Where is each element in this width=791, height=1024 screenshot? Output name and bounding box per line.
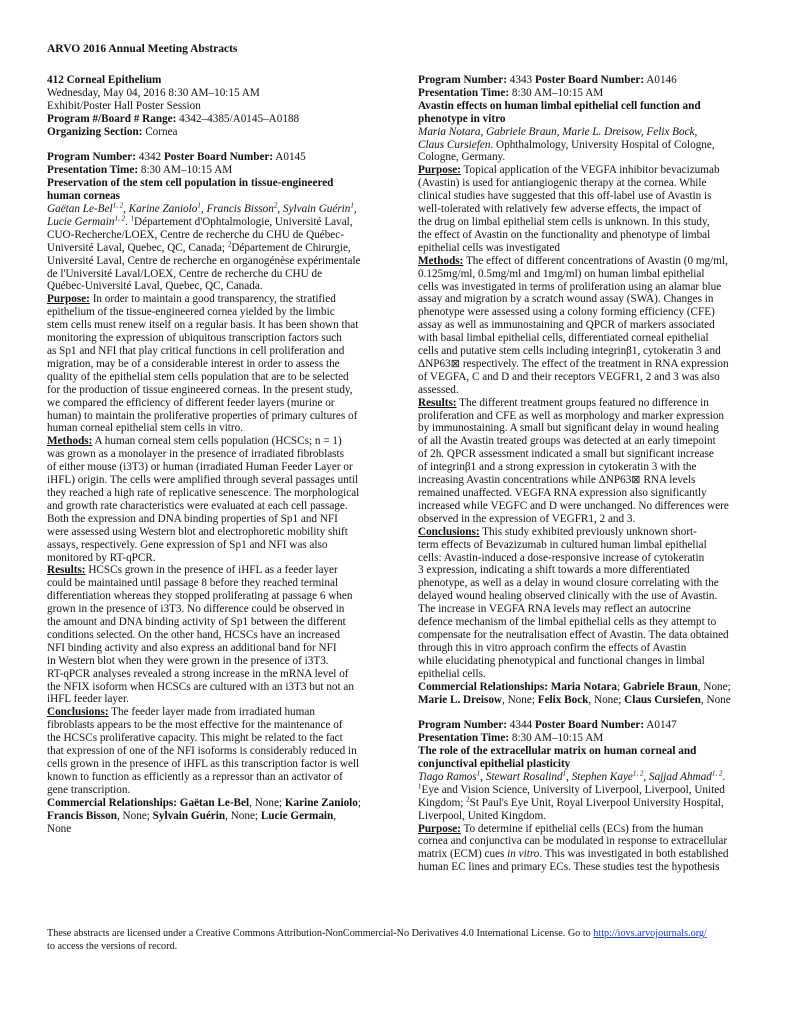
poster-board-label: Poster Board Number:: [534, 719, 645, 732]
text: The effect of different concentrations of Avastin (0 mg/ml,: [463, 254, 728, 267]
name: Gabriele Braun: [622, 680, 698, 693]
results-line: by immunostaining. A small but significant delay in wound healing: [418, 422, 719, 435]
range-label: Program #/Board # Range:: [47, 112, 177, 125]
results-line: the NFIX isoform when HCSCs are cultured with an i3T3 but not an: [47, 680, 354, 693]
license-text: to access the versions of record.: [47, 940, 178, 952]
methods-line: [47, 435, 392, 448]
purpose-line: human EC lines and primary ECs. These studies test the hypothesis: [418, 861, 720, 874]
results-line: iHFL feeder layer.: [47, 693, 129, 706]
affiliation-line: Liverpool, United Kingdom.: [418, 809, 547, 822]
presentation-time-label: Presentation Time:: [418, 732, 510, 745]
methods-line: cells and putative stem cells including integrinβ1, cytokeratin 3 and: [418, 345, 721, 358]
license-text: These abstracts are licensed under a Creative Commons Attribution-NonCommercial-No Derivatives 4.0 International License. Go to: [47, 928, 594, 939]
presentation-time: 8:30 AM–10:15 AM: [509, 732, 604, 745]
methods-line: phenotype were assessed using a colony forming efficiency (CFE): [418, 306, 715, 319]
aff-sup: 2: [466, 795, 470, 803]
author: , Stewart Rosalind: [480, 770, 563, 783]
methods-line: with basal limbal epithelial cells, differentiated corneal epithelial: [418, 332, 709, 345]
commercial-line: [418, 681, 763, 694]
results-line: conditions selected. On the other hand, HCSCs have an increased: [47, 628, 340, 641]
purpose-line: epithelium of the tissue-engineered cornea yielded by the limbic: [47, 306, 335, 319]
presentation-time: 8:30 AM–10:15 AM: [138, 164, 233, 177]
value: , None;: [116, 809, 153, 822]
session-title: 412 Corneal Epithelium: [47, 74, 162, 86]
purpose-line: cornea and conjunctiva can be modulated in response to extracellular: [418, 835, 728, 848]
session-location: Exhibit/Poster Hall Poster Session: [47, 99, 201, 112]
methods-line: were assessed using Western blot and electrophoretic mobility shift: [47, 525, 348, 538]
commercial-line: [47, 810, 392, 823]
affiliation-line: Université Laval, Centre de recherche en organogénèse expérimentale: [47, 254, 361, 267]
commercial-line: [47, 797, 392, 810]
commercial-heading: Commercial Relationships:: [47, 796, 177, 809]
name: Felix Bock: [537, 693, 589, 706]
methods-line: [418, 255, 763, 268]
name: Lucie Germain: [260, 809, 334, 822]
methods-heading: Methods:: [418, 254, 464, 267]
conclusions-line: [47, 706, 392, 719]
purpose-line: we compared the efficiency of different feeder layers (murine or: [47, 396, 335, 409]
conclusions-line: term effects of Bevazizumab in cultured human limbal epithelial: [418, 538, 707, 551]
methods-line: ΔNP63⊠ respectively. The effect of the treatment in RNA expression: [418, 357, 729, 370]
results-line: increased while VEGFC and D were unchanged. No differences were: [418, 499, 729, 512]
value: , None: [700, 693, 731, 706]
left-column: [47, 74, 392, 835]
commercial-heading: Commercial Relationships:: [418, 680, 548, 693]
text: The different treatment groups featured no difference in: [456, 396, 709, 409]
value: , None;: [502, 693, 538, 706]
purpose-heading: Purpose:: [418, 164, 461, 177]
name: Karine Zaniolo: [284, 796, 358, 809]
text: A human corneal stem cells population (HCSCs; n = 1): [92, 435, 342, 448]
affiliation: Kingdom;: [418, 796, 467, 809]
abstract-4343-title-line: Avastin effects on human limbal epithelial cell function and: [418, 99, 701, 112]
abstract-4342-program: [47, 151, 392, 164]
program-number-label: Program Number:: [418, 719, 507, 732]
conclusions-line: while elucidating phenotypical and functional changes in limbal: [418, 654, 705, 667]
author: , Francis Bisson: [200, 203, 274, 216]
conclusions-line: compensate for the neutralisation effect of Avastin. The data obtained: [418, 628, 729, 641]
aff-sup: 1: [418, 782, 422, 791]
author-sep: .: [124, 215, 131, 228]
value: ;: [616, 680, 623, 693]
conclusions-line: the HCSCs proliferative capacity. This might be related to the fact: [47, 732, 343, 745]
purpose-heading: Purpose:: [47, 293, 90, 306]
abstract-4343-authors-2: [418, 139, 763, 152]
author: Gaëtan Le-Bel: [47, 203, 113, 216]
author: , Sylvain Guérin: [277, 203, 351, 216]
author: Lucie Germain: [47, 215, 115, 228]
aff-sup: 1: [130, 214, 135, 223]
conclusions-line: known to function as efficiently as a repressor than an activator of: [47, 770, 343, 783]
poster-board-label: Poster Board Number:: [163, 151, 274, 164]
conclusions-heading: Conclusions:: [47, 706, 109, 719]
affiliation: St Paul's Eye Unit, Royal Liverpool University Hospital,: [469, 796, 724, 809]
affiliation: Eye and Vision Science, University of Liverpool, Liverpool, United: [421, 783, 725, 796]
text-italic: in vitro: [507, 848, 540, 861]
methods-line: was grown as a monolayer in the presence of irradiated fibroblasts: [47, 448, 344, 461]
affiliation-line: Cologne, Germany.: [418, 151, 506, 164]
results-line: proliferation and CFE as well as morphology and marker expression: [418, 409, 725, 422]
text: In order to maintain a good transparency, the stratified: [89, 293, 336, 306]
conclusions-line: gene transcription.: [47, 783, 131, 796]
name: Gaëtan Le-Bel: [177, 796, 250, 809]
purpose-line: for the production of tissue engineered corneas. In the present study,: [47, 383, 353, 396]
purpose-line: epithelial cells was investigated: [418, 241, 560, 254]
program-number-label: Program Number:: [418, 74, 507, 86]
author: , Stephen Kaye: [566, 770, 633, 783]
results-line: of integrinβ1 and a strong expression in cytokeratin 3 with the: [418, 461, 697, 474]
commercial-line: [418, 694, 763, 707]
author-sup: 1, 2: [114, 214, 125, 223]
methods-line: of VEGFA, C and D and their receptors VEGFR1, 2 and 3 was also: [418, 370, 720, 383]
affiliation: Département de Chirurgie,: [231, 241, 351, 254]
purpose-line: [418, 823, 763, 836]
value: , None;: [225, 809, 261, 822]
value: , None;: [249, 796, 285, 809]
methods-line: they reached a high rate of replicative senescence. The morphological: [47, 486, 360, 499]
conclusions-line: through this in vitro approach confirm the effects of Avastin: [418, 641, 687, 654]
author: , Sajjad Ahmad: [643, 770, 712, 783]
abstract-4342-title-line: Preservation of the stem cell population in tissue-engineered: [47, 177, 334, 190]
session-datetime: Wednesday, May 04, 2016 8:30 AM–10:15 AM: [47, 86, 260, 99]
purpose-line: [47, 293, 392, 306]
methods-line: monitored by RT-qPCR.: [47, 551, 156, 564]
abstract-4344-time: [418, 732, 763, 745]
author-sup: 1: [197, 201, 201, 210]
author-sup: 2: [273, 201, 278, 210]
presentation-time-label: Presentation Time:: [47, 164, 139, 177]
author-sup: 1, 2: [711, 769, 723, 778]
abstract-4343-program: [418, 74, 763, 87]
methods-heading: Methods:: [47, 435, 93, 448]
affiliation-line: [47, 242, 392, 255]
text: . This was investigated in both established: [539, 848, 729, 861]
conclusions-line: fibroblasts appears to be the most effective for the maintenance of: [47, 719, 343, 732]
abstract-4344-program: [418, 719, 763, 732]
results-line: [418, 397, 763, 410]
results-line: increasing Avastin concentrations while ΔNP63⊠ RNA levels: [418, 474, 696, 487]
purpose-line: human) to maintain the proliferative properties of primary cultures of: [47, 409, 358, 422]
name: Maria Notara: [548, 680, 617, 693]
purpose-line: the effect of Avastin on the functionality and phenotype of limbal: [418, 228, 711, 241]
conclusions-line: [418, 526, 763, 539]
author: , Karine Zaniolo: [123, 203, 198, 216]
presentation-time: 8:30 AM–10:15 AM: [509, 86, 604, 99]
abstract-4342-title-line: human corneas: [47, 190, 121, 203]
value: ,: [333, 809, 337, 822]
right-column: [418, 74, 763, 874]
poster-board-label: Poster Board Number:: [534, 74, 645, 86]
name: Marie L. Dreisow: [418, 693, 502, 706]
methods-line: assessed.: [418, 383, 459, 396]
abstract-4344-title-line: conjunctival epithelial plasticity: [418, 758, 571, 771]
results-line: NFI binding activity and also express an additional band for NFI: [47, 641, 337, 654]
abstract-4342-time: [47, 164, 392, 177]
author: Tiago Ramos: [418, 770, 477, 783]
conclusions-line: that expression of one of the NFI isoforms is considerably reduced in: [47, 745, 357, 758]
methods-line: cells was investigated in terms of proliferation using an alamar blue: [418, 280, 722, 293]
value: , None;: [588, 693, 625, 706]
methods-line: iHFL) origin. The cells were amplified through several passages until: [47, 474, 359, 487]
page-header: ARVO 2016 Annual Meeting Abstracts: [47, 43, 238, 55]
author-sep: .: [722, 770, 726, 783]
conclusions-line: cells: Avastin-induced a dose-responsive increase of cytokeratin: [418, 551, 705, 564]
affiliation: Université Laval, Quebec, QC, Canada;: [47, 241, 228, 254]
purpose-line: clinical studies have suggested that this off-label use of Avastin is: [418, 190, 712, 203]
value: , None;: [697, 680, 731, 693]
methods-line: of either mouse (i3T3) or human (irradiated Human Feeder Layer or: [47, 461, 353, 474]
purpose-line: stem cells must renew itself on a regular basis. It has been shown that: [47, 319, 359, 332]
methods-line: assays, respectively. Gene expression of Sp1 and NFI was also: [47, 538, 328, 551]
purpose-line: as Sp1 and NFI that play critical functions in cell proliferation and: [47, 345, 345, 358]
affiliation: . Ophthalmology, University Hospital of Cologne,: [490, 138, 715, 151]
results-line: grown in the presence of i3T3. No difference could be observed in: [47, 603, 345, 616]
purpose-line: [418, 164, 763, 177]
program-number: 4342: [135, 151, 164, 164]
methods-line: 0.125mg/ml, 0.5mg/ml and 1mg/ml) on human limbal epithelial: [418, 267, 705, 280]
abstract-4343-time: [418, 87, 763, 100]
affiliation-line: [418, 797, 763, 810]
poster-board-number: A0145: [273, 151, 306, 164]
abstract-4343-title-line: phenotype in vitro: [418, 112, 506, 125]
author: ,: [353, 203, 357, 216]
name: Claus Cursiefen: [624, 693, 701, 706]
program-number: 4343: [506, 74, 535, 86]
author-sup: 1: [476, 769, 481, 778]
results-line: [47, 564, 392, 577]
results-heading: Results:: [47, 564, 86, 577]
conclusions-line: delayed wound healing observed clinically with the use of Avastin.: [418, 590, 718, 603]
results-line: differentiation whereas they stopped proliferating at passage 6 when: [47, 590, 353, 603]
methods-line: Both the expression and DNA binding properties of Sp1 and NFI: [47, 512, 338, 525]
results-line: of 2h. QPCR assessment indicated a small but significant increase: [418, 448, 714, 461]
conclusions-line: cells grown in the presence of iHFL as this transcription factor is well: [47, 758, 360, 771]
text: This study exhibited previously unknown short-: [479, 525, 697, 538]
abstract-4344-authors: [418, 771, 763, 784]
results-line: observed in the expression of VEGFR1, 2 and 3.: [418, 512, 636, 525]
affiliation-line: de l'Université Laval/LOEX, Centre de recherche du CHU de: [47, 267, 323, 280]
aff-sup: 2: [227, 240, 232, 249]
presentation-time-label: Presentation Time:: [418, 86, 510, 99]
results-heading: Results:: [418, 396, 457, 409]
methods-line: assay as well as immunostaining and QPCR of markers associated: [418, 319, 715, 332]
conclusions-line: epithelial cells.: [418, 667, 486, 680]
conclusions-heading: Conclusions:: [418, 525, 480, 538]
conclusions-line: The increase in VEGFA RNA levels may reflect an autocrine: [418, 603, 691, 616]
name: Sylvain Guérin: [152, 809, 226, 822]
purpose-line: [418, 848, 763, 861]
license-footer: [47, 928, 747, 953]
results-line: RT-qPCR analyses revealed a strong increase in the mRNA level of: [47, 667, 349, 680]
author: Claus Cursiefen: [418, 138, 491, 151]
results-line: in Western blot when they were grown in the presence of i3T3.: [47, 654, 329, 667]
purpose-line: the drug on limbal epithelial stem cells is unknown. In this study,: [418, 215, 710, 228]
org-label: Organizing Section:: [47, 125, 143, 138]
abstract-4342-authors-2: [47, 216, 392, 229]
conclusions-line: phenotype, as well as a delay in wound closure correlating with the: [418, 577, 719, 590]
abstract-4344-title-line: The role of the extracellular matrix on human corneal and: [418, 745, 697, 758]
text: The feeder layer made from irradiated human: [108, 706, 315, 719]
author-sup: 1, 2: [112, 201, 124, 210]
purpose-line: monitoring the expression of ubiquitous transcription factors such: [47, 332, 342, 345]
purpose-line: well-tolerated with relatively few adverse effects, the impact of: [418, 203, 702, 216]
purpose-heading: Purpose:: [418, 822, 461, 835]
results-line: the amount and DNA binding activity of Sp1 between the different: [47, 616, 346, 629]
session-org: [47, 126, 392, 139]
abstract-4343-authors: Maria Notara, Gabriele Braun, Marie L. Dreisow, Felix Bock,: [418, 125, 698, 138]
methods-line: assay and migration by a scratch wound assay (SWA). Changes in: [418, 293, 714, 306]
purpose-line: quality of the epithelial stem cells population that are to be selected: [47, 370, 349, 383]
text: To determine if epithelial cells (ECs) from the human: [460, 822, 704, 835]
affiliation: Département d'Ophtalmologie, Université Laval,: [134, 215, 353, 228]
purpose-line: migration, may be of a considerable interest in order to assess the: [47, 357, 340, 370]
results-line: remained unaffected. VEGFA RNA expression also significantly: [418, 487, 707, 499]
name: Francis Bisson: [47, 809, 117, 822]
range-value: 4342–4385/A0145–A0188: [176, 112, 300, 125]
methods-line: and growth rate characteristics were evaluated at each cell passage.: [47, 499, 348, 512]
commercial-line: None: [47, 822, 72, 835]
org-value: Cornea: [142, 125, 178, 138]
purpose-line: (Avastin) is used for antiangiogenic therapy at the cornea. While: [418, 177, 707, 190]
abstract-4342-authors: [47, 203, 392, 216]
value: ;: [357, 796, 361, 809]
program-number-label: Program Number:: [47, 151, 136, 164]
poster-board-number: A0146: [644, 74, 677, 86]
text: matrix (ECM) cues: [418, 848, 508, 861]
poster-board-number: A0147: [644, 719, 677, 732]
session-range: [47, 113, 392, 126]
purpose-line: human corneal epithelial stem cells in vitro.: [47, 422, 244, 435]
author-sup: 1: [562, 769, 567, 778]
author-sup: 1, 2: [632, 769, 644, 778]
conclusions-line: 3 expression, indicating a shift towards a more differentiated: [418, 564, 690, 577]
results-line: of all the Avastin treated groups was detected at an early timepoint: [418, 435, 716, 448]
text: Topical application of the VEGFA inhibitor bevacizumab: [460, 164, 720, 177]
results-line: could be maintained until passage 8 before they reached terminal: [47, 577, 339, 590]
affiliation-line: Québec-Université Laval, Quebec, QC, Canada.: [47, 280, 263, 293]
program-number: 4344: [506, 719, 535, 732]
author-sup: 1: [350, 201, 354, 210]
affiliation-line: CUO-Recherche/LOEX, Centre de recherche du CHU de Québec-: [47, 228, 344, 241]
text: HCSCs grown in the presence of iHFL as a feeder layer: [85, 564, 338, 577]
conclusions-line: defence mechanism of the limbal epithelial cells as they attempt to: [418, 616, 717, 629]
journal-link[interactable]: http://iovs.arvojournals.org/: [593, 928, 707, 939]
